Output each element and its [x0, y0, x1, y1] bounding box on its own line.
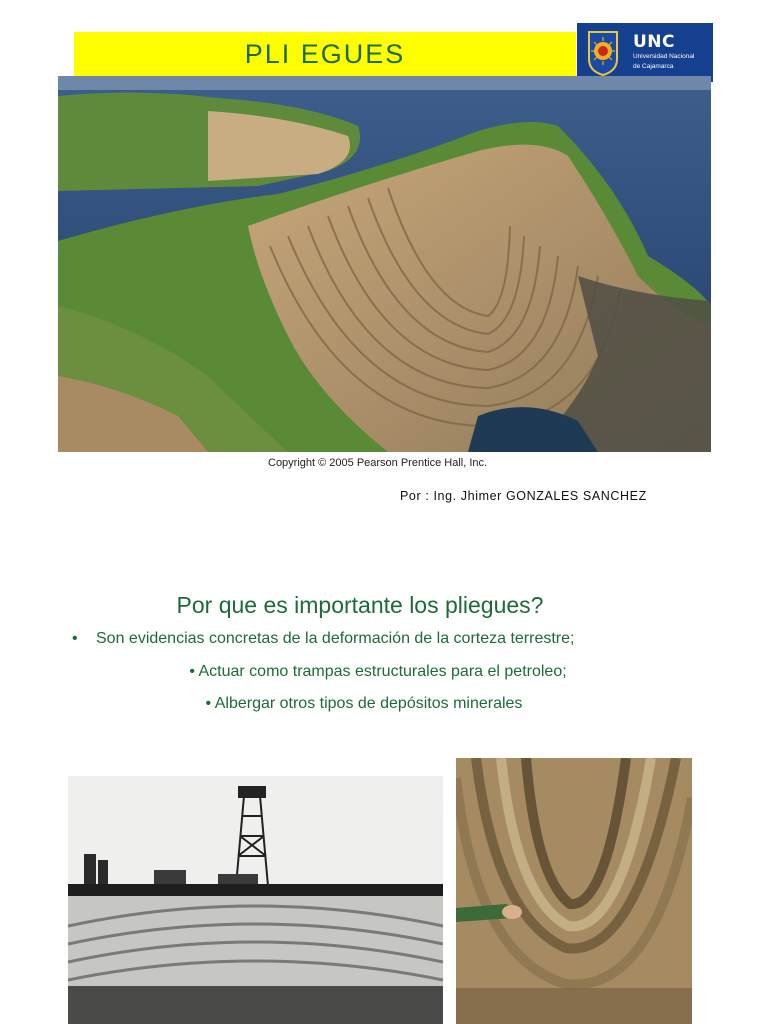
logo-subtitle-line2: de Cajamarca	[633, 63, 674, 70]
bullet-item-3: • Albergar otros tipos de depósitos minerales	[205, 695, 523, 712]
bullet-text-1: Son evidencias concretas de la deformación de la corteza terrestre;	[96, 630, 575, 647]
bullet-item-1	[72, 630, 732, 648]
bullet-item-2: • Actuar como trampas estructurales para el petroleo;	[189, 663, 567, 680]
university-logo	[577, 23, 713, 82]
folded-rock-outcrop-photo	[456, 758, 692, 1024]
author-credit: Por : Ing. Jhimer GONZALES SANCHEZ	[400, 489, 647, 503]
logo-subtitle-line1: Universidad Nacional	[633, 53, 695, 60]
page-title: PLI EGUES	[244, 38, 406, 69]
folded-cliff-photo	[58, 76, 711, 452]
title-banner	[74, 32, 576, 76]
section-question: Por que es importante los pliegues?	[176, 592, 544, 618]
bullet-marker: •	[72, 630, 78, 647]
oil-derrick-anticline-photo	[68, 776, 443, 1024]
logo-acronym: UNC	[633, 32, 676, 52]
photo-copyright-caption: Copyright © 2005 Pearson Prentice Hall, Inc.	[268, 457, 488, 469]
university-emblem-icon	[585, 29, 621, 77]
